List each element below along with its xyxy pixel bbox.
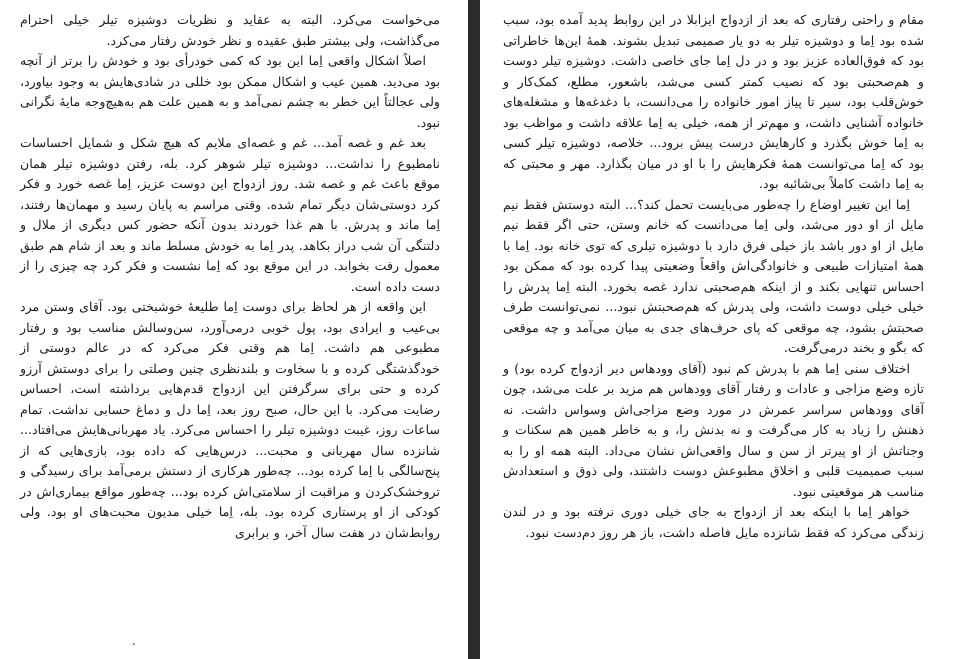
left-page [0, 0, 466, 659]
right-page [483, 0, 970, 659]
paragraph: خواهر اِما با اینکه بعد از ازدواج به جای خیلی دوری نرفته بود و در لندن زندگی می‌کرد که فقط شانزده مایل فاصله داشت، باز هر روز دم‌دست نبود. [503, 504, 924, 540]
paragraph: بعد غم و غصه آمد... غم و غصه‌ای ملایم که هیچ شکل و شمایل احساسات نامطبوع را نداشت... دوشیزه تیلر شوهر کرد. بله، رفتن دوشیزه تیلر همان موقع باعث غم و غصه شد. روز ازدواج این دوست عزیز، اِما غصه خورد و فکر کرد دوستی‌شان دیگر تمام شده. وقتی مراسم به پایان رسید و مهمان‌ها رفتند، اِما ماند و پدرش. با هم غذا خوردند بدون آنکه حضور کس دیگری از ملال و دلتنگی آن شب دراز بکاهد. پدر اِما به خودش مسلط ماند و بعد از شام هم طبق معمول رفت بخوابد. در این موقع بود که اِما نشست و فکر کرد چه چیزی را از دست داده است. [20, 135, 440, 294]
paragraph: اصلاً اشکال واقعی اِما این بود که کمی خودرأی بود و خودش را برتر از آنچه بود می‌دید. همین عیب و اشکال ممکن بود خللی در شادی‌هایش به وجود بیاورد، ولی عجالتاً این خطر به چشم نمی‌آمد و به همین علت هم به‌هیچ‌وجه مایهٔ نگرانی نبود. [20, 53, 440, 130]
page-mark: . [132, 634, 136, 648]
paragraph: این واقعه از هر لحاظ برای دوست اِما طلیعهٔ خوشبختی بود. آقای وستن مرد بی‌عیب و ایرادی بود، پول خوبی درمی‌آورد، سن‌وسالش مناسب بود و رفتار مطبوعی هم داشت. اِما هم وقتی فکر می‌کرد که در عالم دوستی از خودگذشتگی کرده و با سخاوت و بلندنظری چنین وصلتی را برای دوستش آرزو کرده و حتی برای سرگرفتن این ازدواج قدم‌هایی برداشته است، احساس رضایت می‌کرد. با این حال، صبح روز بعد، اِما دل و دماغ حسابی نداشت. تمام ساعات روز، غیبت دوشیزه تیلر را احساس می‌کرد. یاد مهربانی‌هایش می‌افتاد... شانزده سال مهربانی و محبت... درس‌هایی که داده بود، بازی‌هایی که از پنج‌سالگی با اِما کرده بود... چه‌طور هرکاری از دستش برمی‌آمد برای رسیدگی و ترو‌خشک‌کردن و مراقبت از سلامتی‌اش کرده بود... چه‌طور مواقع بیماری‌اش در کودکی از او پرستاری کرده بود. بله، اِما خیلی مدیون محبت‌های او بود. ولی روابط‌شان در هفت سال آخر، و برابری [20, 299, 440, 540]
paragraph: می‌خواست می‌کرد. البته به عقاید و نظریات دوشیزه تیلر خیلی احترام می‌گذاشت، ولی بیشتر طبق عقیده و نظر خودش رفتار می‌کرد. [20, 12, 440, 48]
paragraph: مقام و راحتی رفتاری که بعد از ازدواج ایزابلا در این روابط پدید آمده بود، سبب شده بود اِما و دوشیزه تیلر به دو یار صمیمی تبدیل بشوند. همهٔ این‌ها خاطراتی بود که فوق‌العاده عزیز بود و در دل اِما جای خاصی داشت. دوشیزه تیلر دوست و هم‌صحبتی بود که نصیب کمتر کسی می‌شد، باشعور، مطلع، کمک‌کار و خوش‌قلب بود، سیر تا پیاز امور خانواده را می‌دانست، با دغدغه‌ها و مشغله‌های خانواده آشنایی داشت، و مهم‌تر از همه، خیلی به اِما علاقه داشت و مواظب بود به اِما خوش بگذرد و کارهایش درست پیش برود... خلاصه، دوشیزه تیلر کسی بود که اِما می‌توانست همهٔ فکرهایش را با او در میان بگذارد. مهر و محبتی که به اِما داشت کاملاً بی‌شائبه بود. [503, 12, 924, 191]
paragraph: اِما این تغییر اوضاع را چه‌طور می‌بایست تحمل کند؟... البته دوستش فقط نیم مایل از او دور می‌شد، ولی اِما می‌دانست که خانم وستن، حتی اگر فقط نیم مایل از او دور باشد باز خیلی فرق دارد با دوشیزه تیلری که توی خانه بود. اِما با همهٔ امتیازات طبیعی و خانوادگی‌اش واقعاً وضعیتی پیدا کرده بود که ممکن بود احساس تنهایی بکند و از اینکه هم‌صحبتی ندارد غصه بخورد. البته اِما پدرش را خیلی خیلی دوست داشت، ولی پدرش که هم‌صحبتش نبود... نمی‌توانست طرف صحبتش بشود، چه موقعی که پای حرف‌های جدی به میان می‌آمد و چه موقعی که بگو و بخند درمی‌گرفت. [503, 196, 924, 355]
book-gutter [468, 0, 480, 659]
paragraph: اختلاف سنی اِما هم با پدرش کم نبود (آقای وودهاس دیر ازدواج کرده بود) و تازه وضع مزاجی و عادات و رفتار آقای وودهاس هم مزید بر علت می‌شد، چون آقای وودهاس سراسر عمرش در مورد وضع مزاجی‌اش وسواس داشت. نه ذهنش را زیاد به کار می‌گرفت و نه بدنش را، و به خاطر همین هم سکنات و وجناتش از او پیرتر از سن و سال واقعی‌اش نشان می‌داد. البته همه او را به سبب صمیمیت قلبی و اخلاق مطبوعش دوست داشتند، ولی ذوق و استعدادش مناسب هر موقعیتی نبود. [503, 360, 924, 499]
